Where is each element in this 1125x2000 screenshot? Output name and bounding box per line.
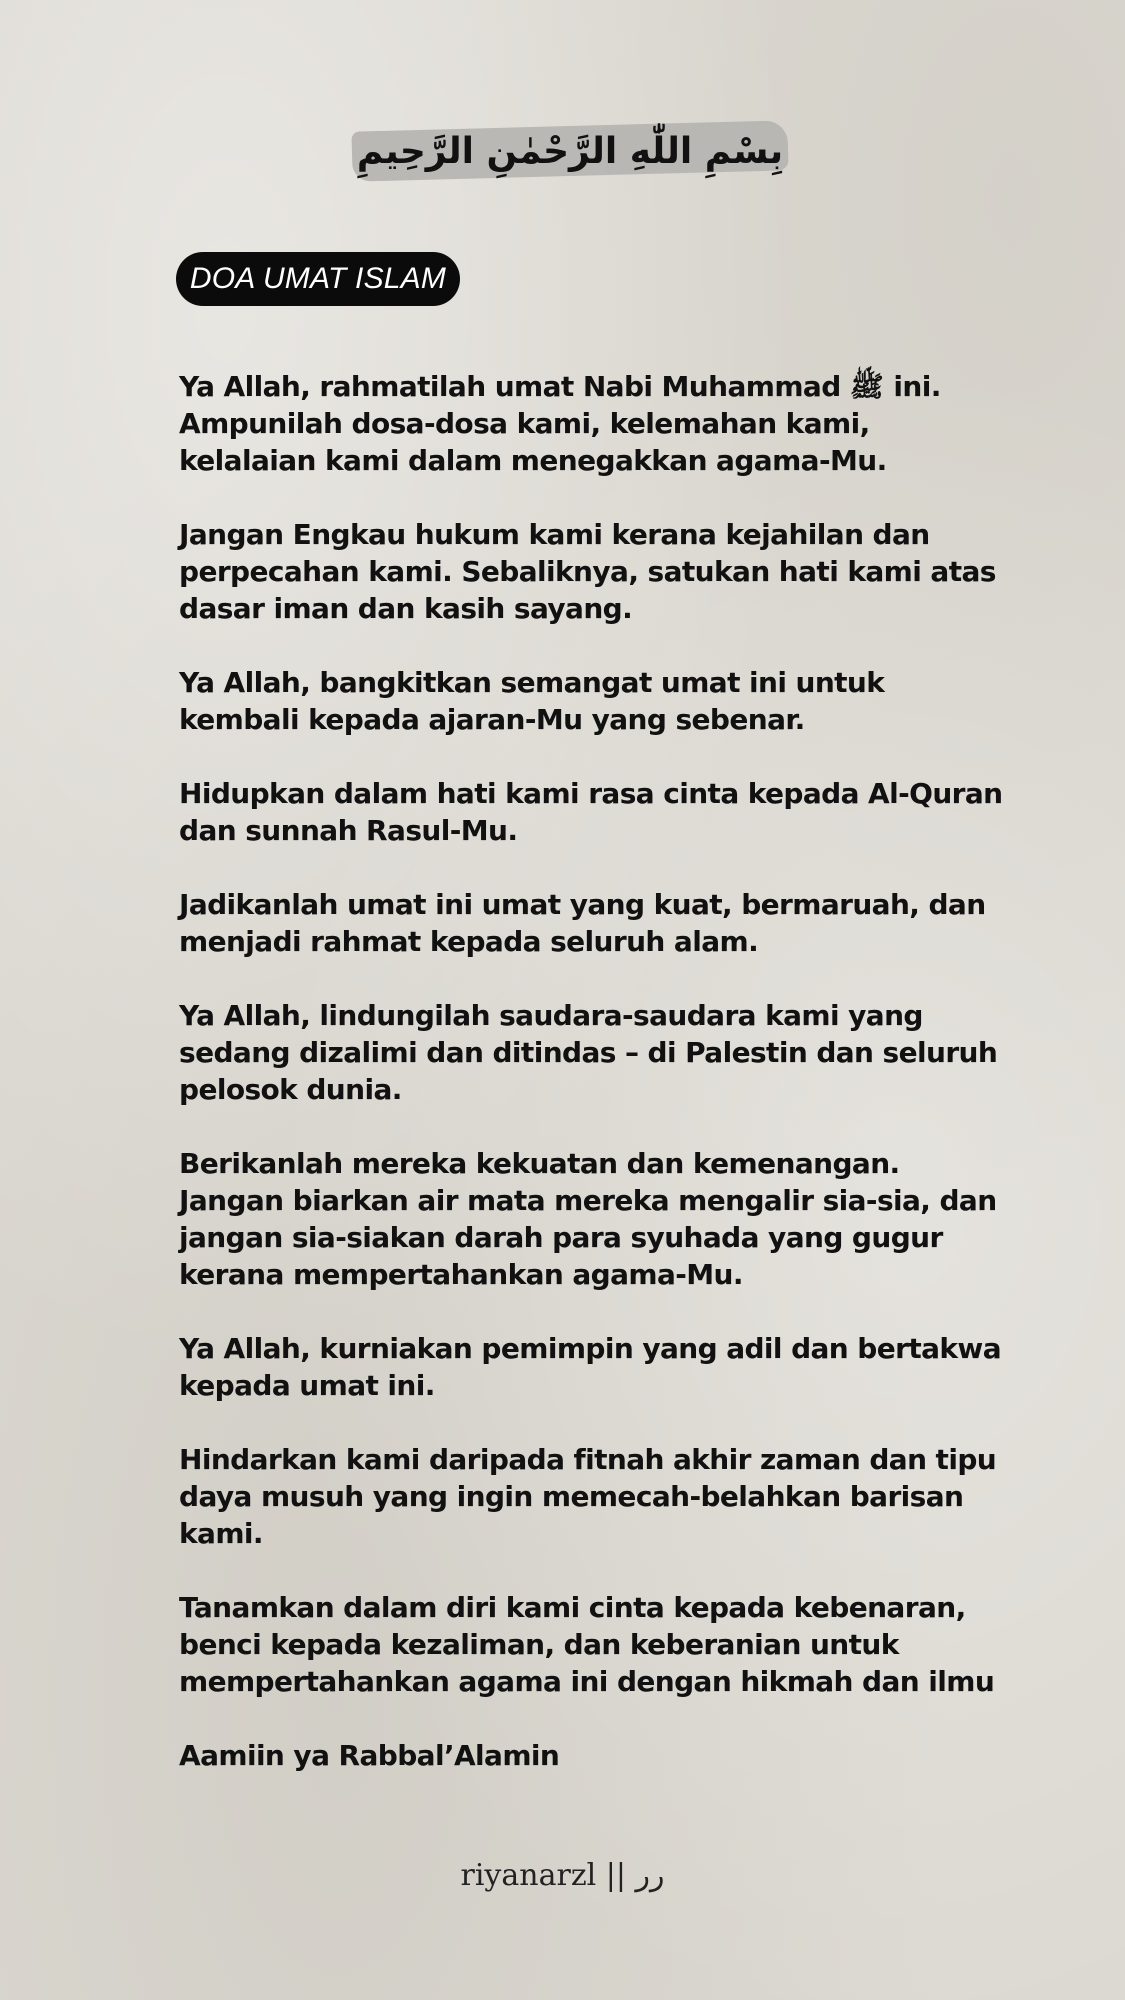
paragraph: Hindarkan kami daripada fitnah akhir zaman dan tipu daya musuh yang ingin memecah-belahkan barisan kami.: [179, 1443, 997, 1550]
paragraph: Hidupkan dalam hati kami rasa cinta kepada Al-Quran dan sunnah Rasul-Mu.: [179, 777, 1003, 847]
paragraph: Ya Allah, rahmatilah umat Nabi Muhammad ﷺ ini. Ampunilah dosa-dosa kami, kelemahan kami, kelalaian kami dalam menegakkan agama-Mu.: [179, 370, 941, 477]
paragraph: Berikanlah mereka kekuatan dan kemenangan. Jangan biarkan air mata mereka mengalir sia-sia, dan jangan sia-siakan darah para syuhada yang gugur kerana mempertahankan agama-Mu.: [179, 1147, 997, 1291]
paragraph: Ya Allah, bangkitkan semangat umat ini untuk kembali kepada ajaran-Mu yang sebenar.: [179, 666, 885, 736]
bismillah-text: بِسْمِ اللّٰهِ الرَّحْمٰنِ الرَّحِيمِ: [356, 131, 784, 172]
paragraph: Ya Allah, lindungilah saudara-saudara kami yang sedang dizalimi dan ditindas – di Palestin dan seluruh pelosok dunia.: [179, 999, 998, 1106]
paragraph: Tanamkan dalam diri kami cinta kepada kebenaran, benci kepada kezaliman, dan keberanian untuk mempertahankan agama ini dengan hikmah dan ilmu: [179, 1591, 995, 1698]
paragraph: Jangan Engkau hukum kami kerana kejahilan dan perpecahan kami. Sebaliknya, satukan hati kami atas dasar iman dan kasih sayang.: [179, 518, 996, 625]
paragraph: Jadikanlah umat ini umat yang kuat, bermaruah, dan menjadi rahmat kepada seluruh alam.: [179, 888, 986, 958]
author-signature: riyanarzl || رر: [460, 1858, 665, 1893]
paragraph: Ya Allah, kurniakan pemimpin yang adil dan bertakwa kepada umat ini.: [179, 1332, 1001, 1402]
closing-line: Aamiin ya Rabbal’Alamin: [179, 1739, 560, 1772]
prayer-body: [179, 368, 1009, 1811]
bismillah-header: [352, 114, 788, 186]
title-badge: DOA UMAT ISLAM: [176, 252, 460, 306]
